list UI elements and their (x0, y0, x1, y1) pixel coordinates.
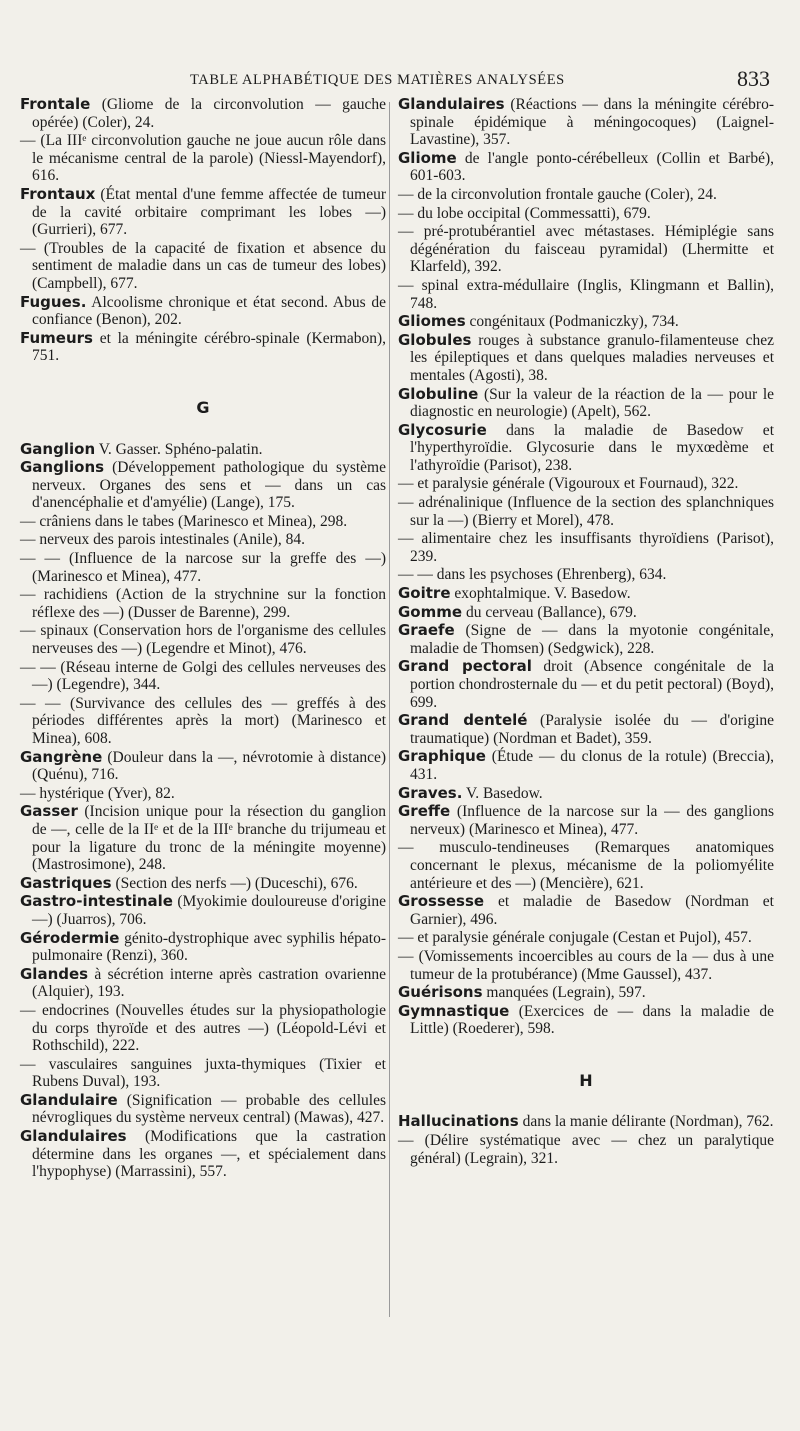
index-entry (20, 441, 386, 459)
entry-headword: Glandulaires (398, 95, 505, 113)
section-letter: G (196, 397, 210, 417)
entry-headword: Globuline (398, 384, 479, 403)
index-subentry (20, 132, 386, 185)
index-entry (20, 966, 386, 1001)
entry-text: — alimentaire chez les insuffisants thyroïdiens (Parisot), 239. (398, 530, 774, 565)
index-entry (398, 712, 774, 747)
entry-text: — pré-protubérantiel avec métastases. Hémiplégie sans dégénération du faisceau pyramidal) (Lhermitte et Klarfeld), 392. (398, 223, 774, 276)
entry-headword: Frontale (20, 95, 91, 113)
index-entry (398, 386, 774, 421)
index-subentry (398, 475, 774, 493)
index-entry (398, 803, 774, 838)
index-entry (398, 313, 774, 331)
index-entry (20, 893, 386, 928)
entry-text: — (Troubles de la capacité de fixation et absence du sentiment de maladie dans un cas de tumeur des lobes) (Campbell), 677. (20, 239, 386, 292)
entry-headword: Fugues. (20, 292, 87, 311)
index-entry (398, 622, 774, 657)
index-entry (398, 785, 774, 803)
entry-headword: Grand dentelé (398, 711, 528, 730)
entry-text: — rachidiens (Action de la strychnine sur la fonction réflexe des —) (Dusser de Barenne), 299. (20, 586, 386, 621)
index-entry (398, 604, 774, 622)
entry-text: exophtalmique. V. Basedow. (450, 585, 631, 603)
running-title: TABLE ALPHABÉTIQUE DES MATIÈRES ANALYSÉES (190, 72, 565, 88)
section-letter: H (579, 1070, 593, 1090)
index-entry (20, 749, 386, 784)
index-entry (398, 422, 774, 475)
index-entry (398, 332, 774, 385)
index-entry (20, 930, 386, 965)
entry-headword: Glycosurie (398, 420, 487, 439)
entry-text: (Douleur dans la —, névrotomie à distance) (Quénu), 716. (32, 748, 386, 784)
entry-text: — spinal extra-médullaire (Inglis, Klingmann et Ballin), 748. (398, 276, 774, 312)
page-number: 833 (737, 66, 770, 91)
entry-text: — crâniens dans le tabes (Marinesco et Minea), 298. (20, 512, 348, 530)
index-subentry (20, 785, 386, 803)
entry-text: du cerveau (Ballance), 679. (462, 603, 637, 621)
index-subentry (20, 586, 386, 621)
entry-headword: Gastro-intestinale (20, 892, 173, 911)
entry-text: (Étude — du clonus de la rotule) (Breccia), 431. (410, 748, 774, 783)
entry-headword: Gastriques (20, 873, 112, 892)
column-divider (389, 102, 390, 1317)
index-subentry (398, 205, 774, 223)
index-entry (398, 748, 774, 783)
entry-headword: Glandes (20, 964, 89, 983)
entry-headword: Graefe (398, 621, 455, 640)
index-entry (398, 96, 774, 149)
entry-text: de l'angle ponto-cérébelleux (Collin et Barbé), 601-603. (410, 149, 774, 185)
index-entry (398, 150, 774, 185)
index-entry (20, 803, 386, 873)
index-subentry (20, 240, 386, 293)
entry-text: — nerveux des parois intestinales (Anile), 84. (20, 531, 305, 549)
entry-text: — — dans les psychoses (Ehrenberg), 634. (398, 566, 667, 584)
entry-text: — (La IIIᵉ circonvolution gauche ne joue aucun rôle dans le mécanisme central de la parole) (Niessl-Mayendorf), 616. (20, 132, 386, 185)
entry-headword: Glandulaires (20, 1127, 127, 1146)
index-subentry (20, 622, 386, 657)
entry-text: — musculo-tendineuses (Remarques anatomiques concernant le plexus, mécanisme de la poliomyélite antérieure et des —) (Mencière), 621. (398, 839, 774, 892)
entry-text: (Modifications que la castration détermine dans les organes —, et spécialement dans l'hypophyse) (Marrassini), 557. (32, 1128, 386, 1181)
entry-headword: Frontaux (20, 184, 96, 203)
entry-headword: Gliomes (398, 312, 466, 331)
entry-text: (Signe de — dans la myotonie congénitale, maladie de Thomsen) (Sedgwick), 228. (410, 622, 774, 657)
entry-text: — adrénalinique (Influence de la section des splanchniques sur la —) (Bierry et Morel), 478. (398, 494, 774, 529)
entry-text: droit (Absence congénitale de la portion chondrosternale du — et du petit pectoral) (Boyd), 699. (410, 658, 774, 711)
index-entry (20, 186, 386, 239)
index-entry (20, 294, 386, 329)
entry-headword: Fumeurs (20, 328, 93, 347)
entry-text: V. Basedow. (462, 784, 543, 802)
entry-headword: Gangrène (20, 747, 103, 766)
index-subentry (398, 839, 774, 892)
entry-text: dans la manie délirante (Nordman), 762. (518, 1113, 774, 1131)
index-subentry (20, 659, 386, 694)
index-subentry (398, 566, 774, 584)
entry-text: manquées (Legrain), 597. (482, 984, 646, 1002)
index-entry (398, 984, 774, 1002)
index-entry (20, 96, 386, 131)
entry-text: et maladie de Basedow (Nordman et Garnier), 496. (410, 893, 774, 928)
entry-headword: Gomme (398, 602, 463, 621)
entry-headword: Grand pectoral (398, 657, 532, 676)
entry-headword: Ganglion (20, 439, 96, 458)
entry-text: (État mental d'une femme affectée de tumeur de la cavité orbitaire comprimant les lobes —) (Gurrieri), 677. (32, 185, 386, 239)
left-column (20, 96, 386, 1182)
index-subentry (20, 513, 386, 531)
index-subentry (398, 186, 774, 204)
entry-headword: Hallucinations (398, 1112, 519, 1131)
index-subentry (20, 531, 386, 549)
index-subentry (20, 1002, 386, 1055)
index-entry (20, 875, 386, 893)
entry-headword: Grossesse (398, 892, 485, 911)
right-column (398, 96, 774, 1168)
entry-text: (Incision unique pour la résection du ganglion de —, celle de la IIᵉ et de la IIIᵉ branche du trijumeau et pour la ligature du tronc de la méningite moyenne) (Mastrosimone), 248. (32, 803, 386, 874)
index-subentry (398, 948, 774, 983)
index-entry (398, 893, 774, 928)
entry-text: (Section des nerfs —) (Duceschi), 676. (111, 874, 358, 892)
entry-headword: Graphique (398, 747, 486, 766)
index-subentry (398, 1132, 774, 1167)
entry-text: (Influence de la narcose sur la — des ganglions nerveux) (Marinesco et Minea), 477. (410, 803, 774, 838)
entry-text: (Développement pathologique du système nerveux. Organes des sens et — dans un cas d'anencéphalie et d'amyélie) (Lange), 175. (32, 459, 386, 512)
index-subentry (398, 223, 774, 276)
entry-text: — — (Influence de la narcose sur la greffe des —) (Marinesco et Minea), 477. (20, 550, 386, 585)
entry-text: — et paralysie générale conjugale (Cestan et Pujol), 457. (398, 929, 752, 947)
entry-text: — et paralysie générale (Vigouroux et Fournaud), 322. (398, 475, 739, 493)
entry-text: à sécrétion interne après castration ovarienne (Alquier), 193. (32, 965, 386, 1001)
entry-headword: Glandulaire (20, 1090, 118, 1109)
entry-text: (Sur la valeur de la réaction de la — pour le diagnostic en neurologie) (Apelt), 562. (410, 385, 774, 421)
entry-text: — — (Survivance des cellules des — greffés à des périodes différentes après la mort) (Marinesco et Minea), 608. (20, 694, 386, 747)
entry-headword: Gliome (398, 148, 457, 167)
entry-text: (Paralysie isolée du — d'origine traumatique) (Nordman et Badet), 359. (410, 712, 775, 747)
index-entry (398, 1003, 774, 1038)
entry-text: — du lobe occipital (Commessatti), 679. (398, 204, 651, 222)
entry-text: — de la circonvolution frontale gauche (Coler), 24. (398, 185, 717, 203)
index-entry (398, 1113, 774, 1131)
entry-headword: Gérodermie (20, 928, 120, 947)
entry-text: — vasculaires sanguines juxta-thymiques (Tixier et Rubens Duval), 193. (20, 1055, 386, 1091)
entry-text: congénitaux (Podmaniczky), 734. (465, 313, 679, 331)
index-entry (398, 585, 774, 603)
entry-headword: Gymnastique (398, 1001, 510, 1020)
entry-text: rouges à substance granulo-filamenteuse chez les épileptiques et dans quelques maladies nerveuses et mentales (Agosti), 38. (410, 331, 774, 384)
entry-text: et la méningite cérébro-spinale (Kermabon), 751. (32, 329, 386, 365)
entry-headword: Greffe (398, 802, 451, 821)
entry-headword: Goitre (398, 584, 451, 603)
entry-text: — (Vomissements incoercibles au cours de la — dus à une tumeur de la protubérance) (Mme Gaussel), 437. (398, 947, 774, 983)
entry-headword: Guérisons (398, 983, 483, 1002)
index-entry (20, 330, 386, 365)
entry-text: Alcoolisme chronique et état second. Abus de confiance (Benon), 202. (32, 293, 386, 329)
entry-text: génito-dystrophique avec syphilis hépato-pulmonaire (Renzi), 360. (32, 929, 386, 965)
entry-text: — (Délire systématique avec — chez un paralytique général) (Legrain), 321. (398, 1132, 774, 1167)
index-subentry (398, 277, 774, 312)
entry-text: (Gliome de la circonvolution — gauche opérée) (Coler), 24. (32, 96, 386, 131)
index-entry (20, 1092, 386, 1127)
entry-text: V. Gasser. Sphéno-palatin. (95, 440, 263, 458)
index-subentry (20, 695, 386, 748)
entry-text: — hystérique (Yver), 82. (20, 784, 175, 802)
entry-text: (Signification — probable des cellules névrogliques du système nerveux central) (Mawas), 427. (32, 1091, 386, 1127)
entry-text: — spinaux (Conservation hors de l'organisme des cellules nerveuses des —) (Legendre et Minot), 476. (20, 622, 386, 658)
index-entry (398, 658, 774, 711)
entry-text: — — (Réseau interne de Golgi des cellules nerveuses des —) (Legendre), 344. (20, 658, 386, 694)
entry-text: — endocrines (Nouvelles études sur la physiopathologie du corps thyroïde et des autres —) (Léopold-Lévi et Rothschild), 222. (20, 1001, 386, 1055)
entry-headword: Globules (398, 330, 472, 349)
entry-headword: Gasser (20, 802, 78, 821)
index-subentry (398, 530, 774, 565)
entry-text: (Réactions — dans la méningite cérébro-spinale épidémique à méningocoques) (Laignel-Lavastine), 357. (410, 96, 774, 149)
entry-headword: Ganglions (20, 458, 105, 477)
index-subentry (20, 1056, 386, 1091)
entry-headword: Graves. (398, 783, 463, 802)
index-entry (20, 1128, 386, 1181)
index-subentry (398, 494, 774, 529)
index-subentry (20, 550, 386, 585)
index-entry (20, 459, 386, 512)
entry-text: (Myokimie douloureuse d'origine —) (Juarros), 706. (32, 893, 386, 928)
entry-text: (Exercices de — dans la maladie de Little) (Roederer), 598. (410, 1002, 774, 1038)
entry-text: dans la maladie de Basedow et l'hyperthyroïdie. Glycosurie dans le myxœdème et l'athyroïdie (Parisot), 238. (410, 421, 774, 474)
index-subentry (398, 929, 774, 947)
